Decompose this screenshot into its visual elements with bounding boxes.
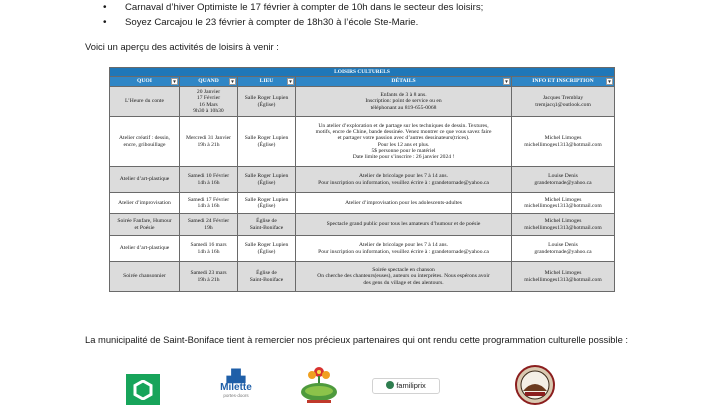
cell-quoi [110, 87, 180, 117]
table-row [110, 87, 615, 117]
cell-line: L’Heure du conte [125, 98, 164, 105]
cell-line: Atelier d’art-plastique [119, 245, 170, 252]
cell-line: Spectacle grand public pour tous les amateurs d’humour et de poésie [326, 221, 481, 228]
cell-info [512, 87, 615, 117]
cell-quoi [110, 236, 180, 262]
cell-details [296, 214, 512, 236]
cell-lieu [238, 193, 296, 214]
cell-line: 14h à 16h [197, 203, 220, 209]
cell-info [512, 193, 615, 214]
cell-details [296, 262, 512, 292]
cell-line: On cherche des chanteurs(euses), auteurs ou interprètes. Nous espérons avoir [317, 273, 490, 280]
cell-lieu [238, 117, 296, 167]
cell-line: et Poésie [134, 224, 155, 231]
header-details[interactable] [296, 77, 512, 87]
chevron-down-icon[interactable]: ▾ [229, 78, 236, 85]
bullet-list [103, 0, 483, 30]
cell-line: Soirée spectacle en chanson [372, 267, 435, 274]
cell-line: Date limite pour s’inscrire : 26 janvier 2024 ! [352, 154, 455, 161]
cell-line: motifs, encre de Chine, bande dessinée. Venez montrer ce que vous savez faire [315, 128, 492, 135]
table-row [110, 262, 615, 292]
familiprix-leaf-icon [386, 381, 394, 389]
cell-line: Michel Limoges [544, 218, 582, 225]
cell-line: Salle Roger Lupien [244, 196, 289, 203]
cell-line: Atelier d’improvisation pour les adolescents-adultes [345, 199, 462, 206]
cell-quand [180, 117, 238, 167]
cell-line: Samedi 10 Février [187, 173, 230, 180]
cell-line: Michel Limoges [544, 270, 582, 277]
cell-line: Salle Roger Lupien [244, 242, 289, 249]
cell-lieu [238, 236, 296, 262]
cell-line: Samedi 17 Février [187, 196, 230, 203]
cell-details [296, 236, 512, 262]
cell-line: (Église) [257, 248, 276, 255]
partner-logo-milette [211, 370, 261, 405]
cell-line: Samedi 24 Février [187, 218, 230, 225]
cell-details [296, 87, 512, 117]
cell-details [296, 117, 512, 167]
cell-details [296, 193, 512, 214]
cell-line: 5$ personne pour le matériel [371, 147, 436, 154]
flower-logo-icon [298, 364, 340, 405]
header-info[interactable] [512, 77, 615, 87]
cell-line: Pour les 12 ans et plus. [377, 141, 430, 148]
cell-line: Salle Roger Lupien [244, 173, 289, 180]
milette-mark-icon: ▟▙ [226, 369, 246, 383]
partner-logo-familiprix [372, 378, 440, 394]
cell-line: (Église) [257, 101, 276, 108]
cell-line: 17 Février [196, 95, 221, 102]
cell-line: Inscription: point de service ou en [365, 98, 442, 105]
bullet-item-carcajou: • Soyez Carcajou le 23 février à compter de 18h30 à l’école Ste-Marie. [103, 15, 483, 30]
cell-lieu [238, 87, 296, 117]
milette-brand: Milette [220, 382, 252, 393]
header-label: DÉTAILS [391, 78, 416, 85]
table-body [110, 87, 615, 292]
cell-line: Saint-Boniface [249, 276, 284, 283]
cell-line: 19h à 21h [197, 276, 220, 283]
milette-subtitle: portes·doors [223, 393, 249, 398]
loisirs-table-container [109, 67, 614, 317]
cell-info [512, 117, 615, 167]
header-label: INFO ET INSCRIPTION [532, 78, 594, 85]
cell-line: Saint-Boniface [249, 224, 284, 231]
cell-line: et partager votre passion avec d’autres dessinateurs(trices). [337, 135, 470, 142]
cell-info [512, 262, 615, 292]
cell-line: Michel Limoges [544, 135, 582, 142]
cell-quoi [110, 117, 180, 167]
cell-line: michellimoges1313@hotmail.com [524, 203, 602, 209]
cell-line: Église de [256, 218, 277, 225]
header-lieu[interactable] [238, 77, 296, 87]
cell-quoi [110, 262, 180, 292]
hexagon-logo-icon [133, 380, 153, 400]
cell-quoi [110, 193, 180, 214]
chevron-down-icon[interactable]: ▾ [503, 78, 510, 85]
cell-quand [180, 236, 238, 262]
cell-quand [180, 167, 238, 193]
cell-line: encre, gribouillage [123, 141, 166, 148]
cell-line: 19h [204, 224, 213, 231]
familiprix-brand: familiprix [396, 381, 426, 390]
cell-quand [180, 214, 238, 236]
cell-line: Soirée Fanfare, Humour [117, 218, 172, 225]
cell-line: Un atelier d’exploration et de partage sur les techniques de dessin. Textures, [318, 122, 489, 129]
loisirs-table [109, 67, 615, 292]
bullet-item-carnaval: • Carnaval d’hiver Optimiste le 17 février à compter de 10h dans le secteur des loisirs; [103, 0, 483, 15]
cell-quand [180, 87, 238, 117]
cell-line: 9h30 à 10h30 [193, 107, 224, 114]
cell-line: Enfants de 3 à 8 ans. [380, 92, 427, 99]
cell-line: Jacques Tremblay [542, 95, 584, 102]
cell-line: Église de [256, 270, 277, 277]
cell-line: Louise Denis [548, 242, 578, 249]
cell-line: Pour inscription ou information, veuillez écrire à : grandetornade@yahoo.ca [318, 179, 489, 186]
cell-line: Soirée chansonnier [123, 273, 166, 280]
chevron-down-icon[interactable]: ▾ [171, 78, 178, 85]
cell-line: tremjacq1@outlook.com [535, 101, 591, 108]
cell-line: grandetornade@yahoo.ca [534, 248, 592, 255]
chevron-down-icon[interactable]: ▾ [287, 78, 294, 85]
cell-quoi [110, 167, 180, 193]
cell-line: 14h à 16h [197, 248, 220, 255]
partner-logo-round-emblem [515, 363, 555, 405]
cell-line: (Église) [257, 203, 276, 209]
cell-line: téléphonant au 819-655-0068 [370, 104, 437, 111]
cell-line: michellimoges1313@hotmail.com [524, 276, 602, 283]
header-quand[interactable] [180, 77, 238, 87]
cell-line: Atelier d’improvisation [118, 199, 171, 206]
cell-line: Salle Roger Lupien [244, 135, 289, 142]
cell-info [512, 236, 615, 262]
cell-quand [180, 262, 238, 292]
table-caption: LOISIRS CULTURELS [110, 68, 615, 77]
cell-line: Salle Roger Lupien [244, 95, 289, 102]
cell-line: Atelier créatif : dessin, [119, 135, 170, 142]
partner-logo-hexagon [126, 374, 160, 405]
cell-line: des gens du village et des alentours. [363, 279, 444, 286]
header-label: QUOI [137, 78, 152, 85]
cell-line: Mercredi 31 Janvier [185, 135, 232, 142]
cell-lieu [238, 214, 296, 236]
cell-line: (Église) [257, 179, 276, 186]
table-row [110, 117, 615, 167]
table-row [110, 214, 615, 236]
cell-line: Pour inscription ou information, veuillez écrire à : grandetornade@yahoo.ca [318, 248, 489, 255]
round-emblem-logo-icon [515, 363, 555, 405]
cell-info [512, 167, 615, 193]
cell-info [512, 214, 615, 236]
cell-lieu [238, 167, 296, 193]
header-label: LIEU [259, 78, 274, 85]
table-row [110, 236, 615, 262]
cell-line: Michel Limoges [544, 196, 582, 203]
cell-line: Samedi 16 mars [190, 242, 227, 249]
cell-quoi [110, 214, 180, 236]
partner-logo-flower [298, 364, 340, 405]
cell-line: 19h à 21h [197, 141, 220, 148]
intro-paragraph: Voici un aperçu des activités de loisirs à venir : [85, 41, 279, 52]
cell-line: Atelier d’art-plastique [119, 176, 170, 183]
cell-line: michellimoges1313@hotmail.com [524, 224, 602, 231]
cell-line: Louise Denis [548, 173, 578, 180]
cell-details [296, 167, 512, 193]
cell-line: Samedi 23 mars [190, 270, 227, 277]
thanks-paragraph: La municipalité de Saint-Boniface tient à remercier nos précieux partenaires qui ont rendu cette programmation culturelle possible : [85, 334, 628, 345]
cell-line: (Église) [257, 141, 276, 148]
cell-line: 16 Mars [199, 101, 218, 108]
table-row [110, 167, 615, 193]
cell-quand [180, 193, 238, 214]
cell-line: Atelier de bricolage pour les 7 à 14 ans. [358, 242, 448, 249]
chevron-down-icon[interactable]: ▾ [606, 78, 613, 85]
cell-line: 20 Janvier [196, 88, 221, 95]
cell-line: grandetornade@yahoo.ca [534, 179, 592, 186]
cell-line: Atelier de bricolage pour les 7 à 14 ans. [358, 173, 448, 180]
header-quoi[interactable] [110, 77, 180, 87]
table-row [110, 193, 615, 214]
cell-line: 14h à 16h [197, 179, 220, 186]
cell-line: michellimoges1313@hotmail.com [524, 141, 602, 148]
header-label: QUAND [198, 78, 219, 85]
cell-lieu [238, 262, 296, 292]
